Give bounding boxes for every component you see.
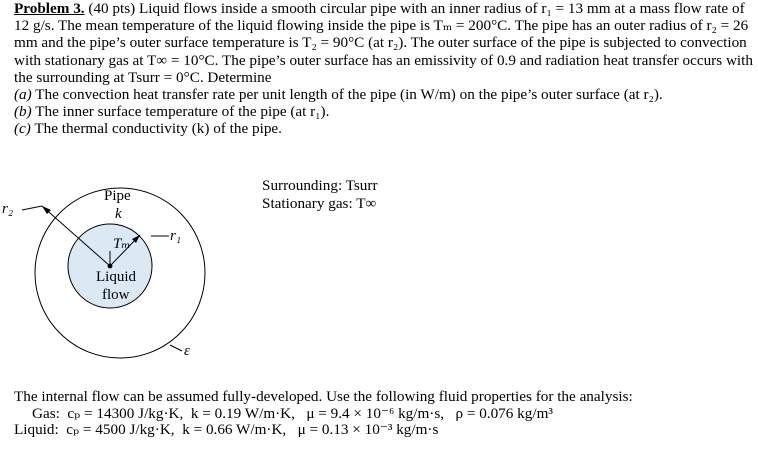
part-a-text: The convection heat transfer rate per unit length of the pipe (in W/m) on the pipe’s outer surface (at r₂). <box>35 86 663 104</box>
r2-leader <box>22 206 42 210</box>
liquid-properties: Liquid: cₚ = 4500 J/kg·K, k = 0.66 W/m·K, μ = 0.13 × 10⁻³ kg/m·s <box>14 421 439 438</box>
tm-label: Tₘ <box>113 236 131 252</box>
liquid-label: Liquid <box>96 269 136 285</box>
r1-label: r₁ <box>170 228 182 244</box>
epsilon-label: ε <box>184 343 190 359</box>
pipe-label: Pipe <box>104 188 131 204</box>
analysis-section <box>14 389 754 439</box>
problem-body: Liquid flows inside a smooth circular pipe with an inner radius of r₁ = 13 mm at a mass flow rate of 12 g/s. The mean temperature of the liquid flowing inside the pipe is Tₘ = 200°C. The pipe has an outer radius of r₂ = 26 mm and the pipe’s outer surface temperature is T₂ = 90°C (at r₂). The outer surface of the pipe is subjected to convection with stationary gas at T∞ = 10°C. The pipe’s outer surface has an emissivity of 0.9 and radiation heat transfer occurs with the surrounding at Tsurr = 0°C. Determine <box>14 0 753 86</box>
flow-label: flow <box>102 287 130 303</box>
part-b-label: (b) <box>14 103 32 121</box>
problem-title: Problem 3. <box>14 0 85 17</box>
part-c-text: The thermal conductivity (k) of the pipe. <box>34 120 282 138</box>
part-a-label: (a) <box>14 86 32 104</box>
part-c-label: (c) <box>14 120 31 138</box>
problem-points: (40 pts) <box>88 0 136 17</box>
k-label: k <box>115 206 122 222</box>
r2-label: r₂ <box>2 201 14 217</box>
analysis-intro: The internal flow can be assumed fully-developed. Use the following fluid properties for the analysis: <box>14 388 633 405</box>
part-b-text: The inner surface temperature of the pipe (at r₁). <box>35 103 330 121</box>
epsilon-leader <box>170 345 182 351</box>
surrounding-label: Surrounding: Tsurr <box>262 177 378 194</box>
gas-properties: Gas: cₚ = 14300 J/kg·K, k = 0.19 W/m·K, μ = 9.4 × 10⁻⁶ kg/m·s, ρ = 0.076 kg/m³ <box>32 404 553 422</box>
stationary-gas-label: Stationary gas: T∞ <box>262 195 377 212</box>
center-point <box>108 264 113 269</box>
surroundings-info <box>262 177 378 213</box>
